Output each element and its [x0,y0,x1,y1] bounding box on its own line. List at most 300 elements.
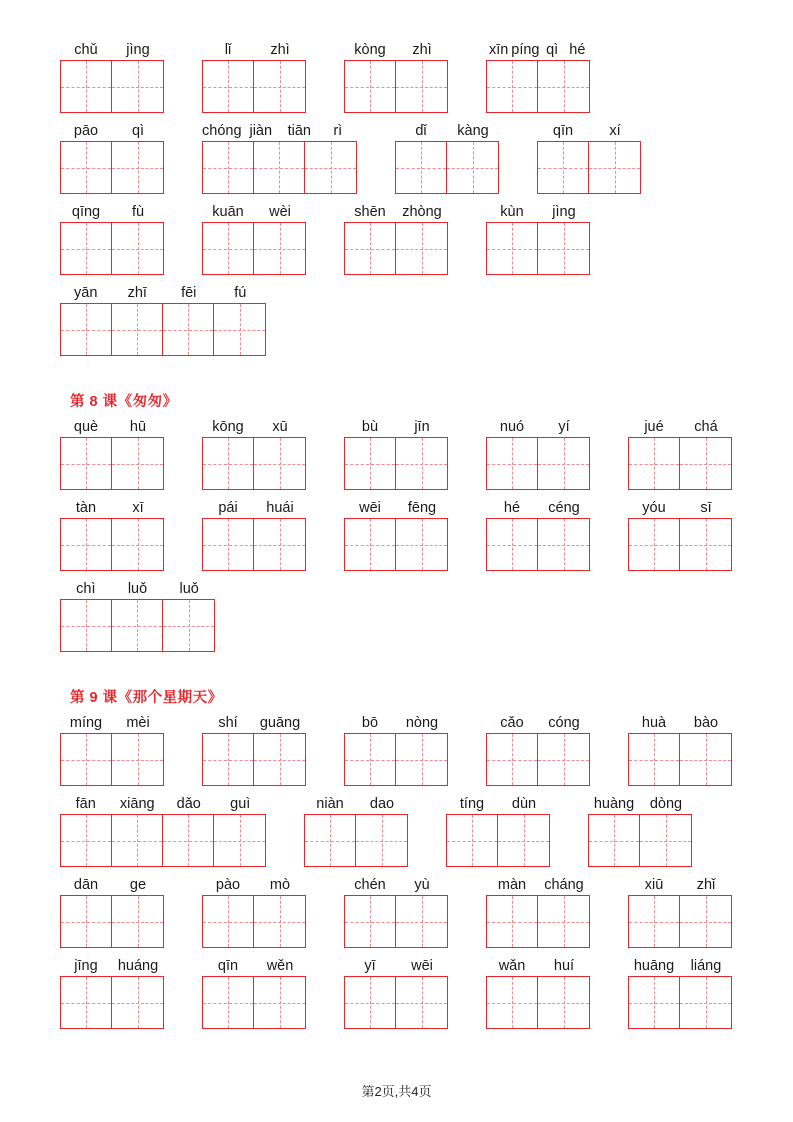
pinyin-syllable: chì [76,581,96,597]
pinyin-syllable: mò [269,877,291,893]
pinyin-syllable: fú [234,285,247,301]
pinyin-label [60,417,164,437]
character-cell[interactable] [112,600,163,651]
character-cell[interactable] [254,896,305,947]
tianzige-grid[interactable] [486,976,590,1029]
pinyin-syllable: xīn [488,42,509,58]
pinyin-syllable: dǐ [415,123,427,139]
section-spacer [60,364,733,390]
pinyin-syllable: dao [369,796,395,812]
character-cell[interactable] [680,734,731,785]
pinyin-label [486,875,590,895]
tianzige-grid[interactable] [60,437,164,490]
tianzige-grid[interactable] [202,733,306,786]
pinyin-syllable: xiū [644,877,664,893]
character-cell[interactable] [203,438,254,489]
tianzige-grid[interactable] [537,141,641,194]
pinyin-syllable: kuān [212,204,244,220]
character-cell[interactable] [61,61,112,112]
pinyin-syllable: chóng [202,123,242,139]
character-cell[interactable] [112,815,163,866]
character-cell[interactable] [640,815,691,866]
tianzige-grid[interactable] [60,303,266,356]
character-cell[interactable] [345,438,396,489]
character-cell[interactable] [356,815,407,866]
word-row [60,794,733,867]
character-cell[interactable] [61,734,112,785]
character-cell[interactable] [447,815,498,866]
word-entry [202,417,306,490]
pinyin-syllable: tàn [75,500,97,516]
character-cell[interactable] [345,734,396,785]
pinyin-syllable: zhī [127,285,147,301]
character-cell[interactable] [487,519,538,570]
pinyin-label [60,956,164,976]
tianzige-grid[interactable] [344,895,448,948]
tianzige-grid[interactable] [60,60,164,113]
character-cell[interactable] [61,600,112,651]
pinyin-syllable: niàn [316,796,344,812]
pinyin-syllable: tíng [459,796,485,812]
word-entry [344,202,448,275]
pinyin-syllable: zhì [412,42,432,58]
word-entry [628,956,732,1029]
character-cell[interactable] [538,977,589,1028]
pinyin-label [202,40,306,60]
lesson-section [60,40,733,356]
character-cell[interactable] [254,223,305,274]
character-cell[interactable] [254,142,305,193]
pinyin-syllable: yān [74,285,98,301]
tianzige-grid[interactable] [344,60,448,113]
pinyin-syllable: bào [693,715,719,731]
tianzige-grid[interactable] [344,733,448,786]
pinyin-label [60,498,164,518]
pinyin-label [446,794,550,814]
character-cell[interactable] [203,896,254,947]
character-cell[interactable] [345,896,396,947]
pinyin-label [202,713,306,733]
section-title: 第 8 课《匆匆》 [70,394,178,410]
pinyin-syllable: dǎo [176,796,201,812]
character-cell[interactable] [203,61,254,112]
pinyin-syllable: wèi [269,204,291,220]
tianzige-grid[interactable] [60,222,164,275]
pinyin-syllable: wēi [359,500,381,516]
tianzige-grid[interactable] [60,976,164,1029]
character-cell[interactable] [112,61,163,112]
pinyin-syllable: pái [218,500,238,516]
pinyin-syllable: jīng [74,958,98,974]
section-title: 第 9 课《那个星期天》 [70,690,223,706]
pinyin-syllable: zhì [270,42,290,58]
pinyin-syllable: fēng [407,500,437,516]
word-entry [60,956,164,1029]
character-cell[interactable] [254,519,305,570]
character-cell[interactable] [254,977,305,1028]
pinyin-label [486,956,590,976]
word-entry [344,956,448,1029]
character-cell[interactable] [629,734,680,785]
character-cell[interactable] [254,61,305,112]
tianzige-grid[interactable] [344,518,448,571]
pinyin-syllable: kòng [354,42,386,58]
pinyin-syllable: wēi [411,958,433,974]
pinyin-label [202,202,306,222]
character-cell[interactable] [538,438,589,489]
tianzige-grid[interactable] [628,733,732,786]
character-cell[interactable] [305,142,356,193]
character-cell[interactable] [538,223,589,274]
pinyin-syllable: fān [75,796,96,812]
pinyin-label [486,202,590,222]
tianzige-grid[interactable] [202,976,306,1029]
tianzige-grid[interactable] [446,814,550,867]
word-entry [60,794,266,867]
pinyin-syllable: wěn [266,958,294,974]
tianzige-grid[interactable] [202,518,306,571]
character-cell[interactable] [112,734,163,785]
character-cell[interactable] [214,304,265,355]
word-entry [304,794,408,867]
pinyin-label [486,713,590,733]
pinyin-syllable: tiān [287,123,311,139]
character-cell[interactable] [589,142,640,193]
pinyin-syllable: mèi [126,715,150,731]
pinyin-syllable: guāng [259,715,301,731]
word-entry [628,713,732,786]
word-entry [486,713,590,786]
pinyin-syllable: qīn [552,123,574,139]
character-cell[interactable] [538,142,589,193]
word-entry [395,121,499,194]
character-cell[interactable] [487,223,538,274]
pinyin-syllable: liáng [690,958,722,974]
word-row [60,956,733,1029]
pinyin-label [202,121,357,141]
tianzige-grid[interactable] [202,222,306,275]
character-cell[interactable] [61,142,112,193]
word-entry [486,202,590,275]
pinyin-syllable: dùn [511,796,537,812]
character-cell[interactable] [112,519,163,570]
tianzige-grid[interactable] [628,895,732,948]
tianzige-grid[interactable] [60,518,164,571]
character-cell[interactable] [112,304,163,355]
tianzige-grid[interactable] [202,895,306,948]
tianzige-grid[interactable] [395,141,499,194]
pinyin-syllable: wǎn [498,958,526,974]
tianzige-grid[interactable] [344,437,448,490]
pinyin-syllable: yí [558,419,570,435]
pinyin-syllable: lǐ [224,42,232,58]
word-entry [60,579,215,652]
character-cell[interactable] [680,896,731,947]
character-cell[interactable] [487,977,538,1028]
pinyin-syllable: huàng [593,796,635,812]
pinyin-label [344,417,448,437]
word-entry [344,498,448,571]
pinyin-syllable: bù [361,419,379,435]
word-row [60,579,733,652]
character-cell[interactable] [163,600,214,651]
character-cell[interactable] [254,734,305,785]
word-entry [628,498,732,571]
tianzige-grid[interactable] [202,437,306,490]
tianzige-grid[interactable] [202,60,306,113]
character-cell[interactable] [305,815,356,866]
pinyin-label [395,121,499,141]
pinyin-syllable: guì [230,796,251,812]
character-cell[interactable] [629,438,680,489]
pinyin-syllable: hū [129,419,147,435]
character-cell[interactable] [203,977,254,1028]
pinyin-label [60,283,266,303]
character-cell[interactable] [487,734,538,785]
tianzige-grid[interactable] [344,976,448,1029]
character-cell[interactable] [61,519,112,570]
pinyin-syllable: shí [218,715,238,731]
word-row [60,713,733,786]
character-cell[interactable] [680,438,731,489]
word-entry [60,875,164,948]
word-entry [486,956,590,1029]
page-footer: 第2页,共4页 [361,1084,432,1099]
pinyin-syllable: bō [361,715,379,731]
character-cell[interactable] [396,438,447,489]
character-cell[interactable] [254,438,305,489]
tianzige-grid[interactable] [202,141,357,194]
character-cell[interactable] [61,896,112,947]
tianzige-grid[interactable] [344,222,448,275]
character-cell[interactable] [112,223,163,274]
character-cell[interactable] [538,896,589,947]
pinyin-syllable: yī [364,958,376,974]
character-cell[interactable] [214,815,265,866]
word-entry [60,121,164,194]
word-entry [486,498,590,571]
character-cell[interactable] [112,896,163,947]
pinyin-syllable: hé [503,500,521,516]
character-cell[interactable] [396,223,447,274]
pinyin-label [344,713,448,733]
section-spacer [60,660,733,686]
pinyin-syllable: xiāng [119,796,155,812]
tianzige-grid[interactable] [486,895,590,948]
word-entry [344,40,448,113]
pinyin-syllable: céng [548,500,580,516]
pinyin-syllable: yù [414,877,430,893]
word-entry [202,40,306,113]
character-cell[interactable] [396,142,447,193]
character-cell[interactable] [203,223,254,274]
pinyin-syllable: huáng [117,958,159,974]
character-cell[interactable] [629,977,680,1028]
character-cell[interactable] [487,438,538,489]
pinyin-syllable: pào [215,877,241,893]
pinyin-syllable: rì [333,123,343,139]
word-entry [344,875,448,948]
pinyin-label [344,498,448,518]
pinyin-syllable: fēi [181,285,197,301]
character-cell[interactable] [396,977,447,1028]
word-entry [446,794,550,867]
pinyin-label [202,498,306,518]
pinyin-label [60,875,164,895]
pinyin-label [628,875,732,895]
word-entry [202,875,306,948]
pinyin-syllable: nòng [405,715,439,731]
word-entry [202,121,357,194]
pinyin-syllable: xí [609,123,621,139]
pinyin-syllable: kōng [212,419,244,435]
tianzige-grid[interactable] [588,814,692,867]
tianzige-grid[interactable] [60,599,215,652]
pinyin-syllable: kàng [457,123,489,139]
character-cell[interactable] [629,896,680,947]
word-entry [60,202,164,275]
pinyin-syllable: zhòng [402,204,442,220]
pinyin-label [202,956,306,976]
character-cell[interactable] [203,519,254,570]
pinyin-syllable: dòng [649,796,683,812]
character-cell[interactable] [487,896,538,947]
pinyin-syllable: luǒ [127,581,148,597]
word-entry [60,498,164,571]
character-cell[interactable] [345,977,396,1028]
pinyin-syllable: sī [700,500,712,516]
character-cell[interactable] [447,142,498,193]
character-cell[interactable] [680,519,731,570]
word-entry [202,202,306,275]
tianzige-grid[interactable] [486,733,590,786]
character-cell[interactable] [112,438,163,489]
pinyin-label [202,417,306,437]
tianzige-grid[interactable] [60,733,164,786]
word-row [60,417,733,490]
word-entry [202,498,306,571]
tianzige-grid[interactable] [60,895,164,948]
pinyin-label [304,794,408,814]
character-cell[interactable] [487,61,538,112]
character-cell[interactable] [396,61,447,112]
character-cell[interactable] [498,815,549,866]
lesson-section [60,660,733,1029]
character-cell[interactable] [203,142,254,193]
character-cell[interactable] [538,734,589,785]
pinyin-syllable: qīng [71,204,101,220]
tianzige-grid[interactable] [60,814,266,867]
character-cell[interactable] [61,815,112,866]
pinyin-label [628,956,732,976]
pinyin-syllable: ge [129,877,147,893]
lesson-section [60,364,733,652]
word-entry [628,417,732,490]
character-cell[interactable] [61,223,112,274]
pinyin-label [486,40,590,60]
pinyin-syllable: huāng [633,958,675,974]
pinyin-syllable: shēn [354,204,386,220]
tianzige-grid[interactable] [486,222,590,275]
word-entry [202,713,306,786]
pinyin-label [60,202,164,222]
character-cell[interactable] [538,519,589,570]
pinyin-label [486,417,590,437]
pinyin-label [60,121,164,141]
character-cell[interactable] [629,519,680,570]
pinyin-syllable: qì [131,123,145,139]
pinyin-syllable: luǒ [179,581,199,597]
character-cell[interactable] [61,304,112,355]
pinyin-syllable: chén [354,877,386,893]
character-cell[interactable] [61,977,112,1028]
character-cell[interactable] [112,142,163,193]
pinyin-label [537,121,641,141]
pinyin-syllable: huái [266,500,294,516]
character-cell[interactable] [163,304,214,355]
word-entry [60,283,266,356]
pinyin-syllable: què [73,419,99,435]
character-cell[interactable] [163,815,214,866]
character-cell[interactable] [345,61,396,112]
character-cell[interactable] [112,977,163,1028]
pinyin-syllable: pāo [73,123,99,139]
pinyin-label [628,713,732,733]
character-cell[interactable] [396,896,447,947]
pinyin-syllable: jiàn [249,123,273,139]
character-cell[interactable] [396,519,447,570]
pinyin-syllable: fù [131,204,145,220]
pinyin-label [60,579,215,599]
tianzige-grid[interactable] [486,437,590,490]
character-cell[interactable] [396,734,447,785]
character-cell[interactable] [589,815,640,866]
character-cell[interactable] [61,438,112,489]
pinyin-syllable: jìng [552,204,576,220]
character-cell[interactable] [203,734,254,785]
pinyin-syllable: huà [641,715,667,731]
pinyin-syllable: zhǐ [696,877,716,893]
word-row [60,121,733,194]
word-entry [344,713,448,786]
word-entry [344,417,448,490]
tianzige-grid[interactable] [60,141,164,194]
tianzige-grid[interactable] [486,60,590,113]
pinyin-label [60,713,164,733]
pinyin-label [486,498,590,518]
pinyin-syllable: cóng [548,715,580,731]
pinyin-label [202,875,306,895]
pinyin-syllable: yóu [642,500,666,516]
character-cell[interactable] [680,977,731,1028]
word-entry [628,875,732,948]
tianzige-grid[interactable] [486,518,590,571]
sections-container [60,40,733,1029]
pinyin-label [60,794,266,814]
tianzige-grid[interactable] [628,437,732,490]
tianzige-grid[interactable] [628,518,732,571]
character-cell[interactable] [345,223,396,274]
pinyin-syllable: cǎo [500,715,524,731]
character-cell[interactable] [345,519,396,570]
word-entry [60,40,164,113]
tianzige-grid[interactable] [304,814,408,867]
tianzige-grid[interactable] [628,976,732,1029]
character-cell[interactable] [538,61,589,112]
pinyin-syllable: dān [73,877,99,893]
pinyin-label [344,202,448,222]
pinyin-syllable: nuó [499,419,525,435]
